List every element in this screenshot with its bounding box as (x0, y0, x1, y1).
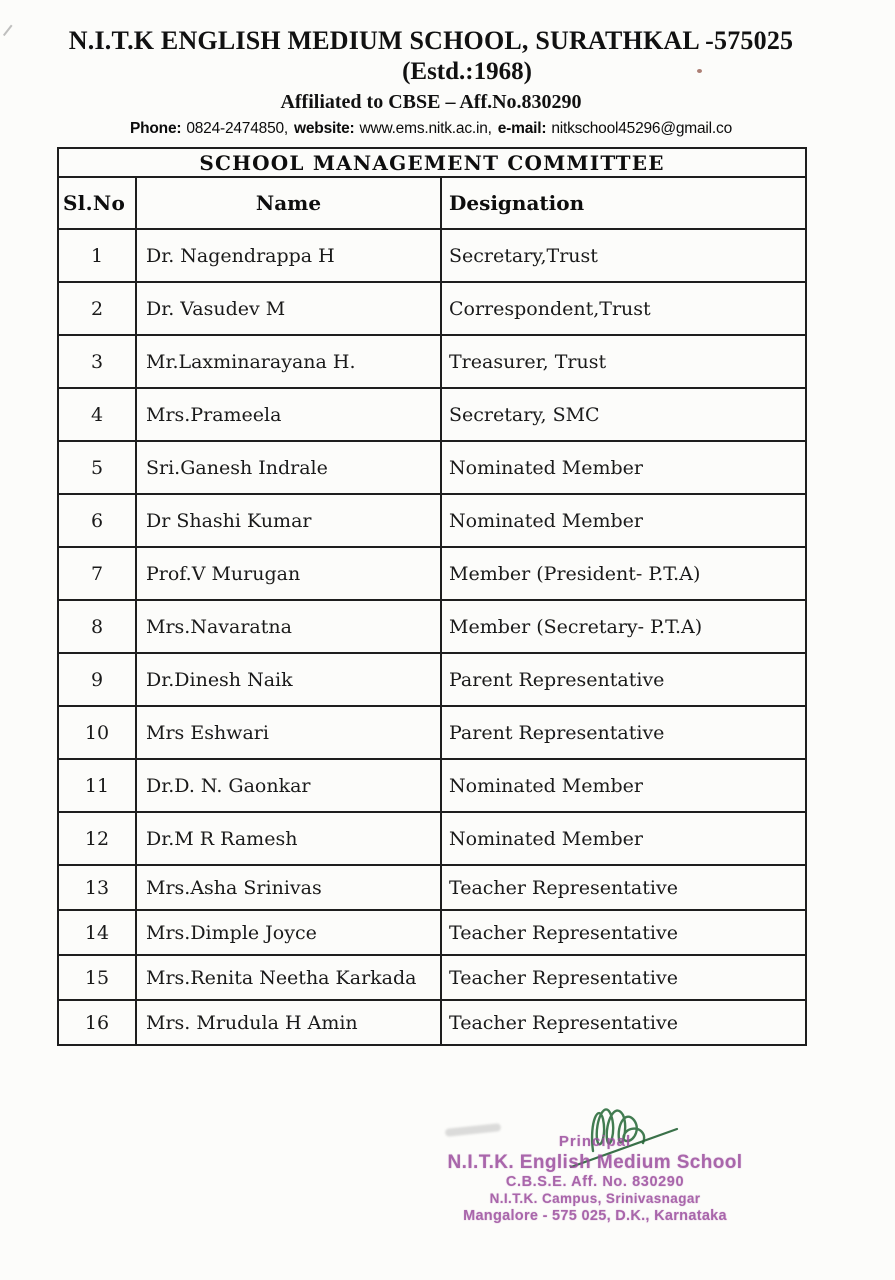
cell-designation: Teacher Representative (441, 910, 806, 955)
cell-sl-no: 15 (58, 955, 136, 1000)
cell-sl-no: 11 (58, 759, 136, 812)
cell-name: Mrs.Navaratna (136, 600, 441, 653)
cell-designation: Nominated Member (441, 441, 806, 494)
cell-name: Mr.Laxminarayana H. (136, 335, 441, 388)
table-row (58, 812, 806, 865)
cell-designation: Parent Representative (441, 706, 806, 759)
cell-designation: Correspondent,Trust (441, 282, 806, 335)
cell-sl-no: 10 (58, 706, 136, 759)
phone-label: Phone: (130, 120, 182, 137)
table-row (58, 600, 806, 653)
stamp-campus-address: N.I.T.K. Campus, Srinivasnagar (489, 1191, 701, 1206)
contact-line (57, 119, 805, 139)
table-row (58, 441, 806, 494)
cell-name: Prof.V Murugan (136, 547, 441, 600)
table-row (58, 955, 806, 1000)
cell-name: Mrs.Renita Neetha Karkada (136, 955, 441, 1000)
website-label: website: (294, 120, 355, 137)
table-row (58, 547, 806, 600)
cell-sl-no: 14 (58, 910, 136, 955)
table-title-row (58, 148, 806, 177)
cell-sl-no: 16 (58, 1000, 136, 1045)
cell-sl-no: 12 (58, 812, 136, 865)
phone-value: 0824-2474850, (186, 120, 289, 137)
cell-designation: Teacher Representative (441, 1000, 806, 1045)
cell-designation: Teacher Representative (441, 955, 806, 1000)
cell-sl-no: 4 (58, 388, 136, 441)
table-row (58, 653, 806, 706)
cell-name: Dr.M R Ramesh (136, 812, 441, 865)
table-row (58, 759, 806, 812)
scan-artifact-mark (3, 25, 18, 41)
table-title: SCHOOL MANAGEMENT COMMITTEE (58, 148, 806, 177)
cell-name: Dr. Nagendrappa H (136, 229, 441, 282)
letterhead (57, 24, 805, 139)
school-name-heading: N.I.T.K ENGLISH MEDIUM SCHOOL, SURATHKAL -575025 (68, 26, 794, 55)
cell-designation: Teacher Representative (441, 865, 806, 910)
cell-sl-no: 6 (58, 494, 136, 547)
cell-designation: Secretary, SMC (441, 388, 806, 441)
email-value: nitkschool45296@gmail.co (551, 120, 732, 137)
cell-designation: Treasurer, Trust (441, 335, 806, 388)
cell-designation: Parent Representative (441, 653, 806, 706)
cell-name: Dr.D. N. Gaonkar (136, 759, 441, 812)
cell-name: Mrs.Prameela (136, 388, 441, 441)
cell-sl-no: 9 (58, 653, 136, 706)
stamp-cbse-affiliation: C.B.S.E. Aff. No. 830290 (505, 1174, 685, 1190)
established-year: (Estd.:1968) (402, 58, 532, 85)
cell-designation: Nominated Member (441, 759, 806, 812)
table-row (58, 706, 806, 759)
table-row (58, 910, 806, 955)
cell-name: Dr. Vasudev M (136, 282, 441, 335)
cell-sl-no: 1 (58, 229, 136, 282)
cell-designation: Nominated Member (441, 494, 806, 547)
column-header-designation: Designation (441, 177, 806, 229)
table-row (58, 1000, 806, 1045)
cell-sl-no: 7 (58, 547, 136, 600)
stamp-school-name: N.I.T.K. English Medium School (447, 1152, 743, 1173)
cell-designation: Member (Secretary- P.T.A) (441, 600, 806, 653)
table-row (58, 335, 806, 388)
stamp-city-address: Mangalore - 575 025, D.K., Karnataka (463, 1208, 727, 1224)
cell-sl-no: 3 (58, 335, 136, 388)
stamp-principal-title: Principal (558, 1133, 632, 1150)
cell-sl-no: 8 (58, 600, 136, 653)
affiliation-line: Affiliated to CBSE – Aff.No.830290 (280, 91, 582, 113)
cell-name: Dr.Dinesh Naik (136, 653, 441, 706)
committee-table (57, 147, 807, 1046)
table-row (58, 229, 806, 282)
cell-name: Mrs.Asha Srinivas (136, 865, 441, 910)
cell-sl-no: 2 (58, 282, 136, 335)
cell-designation: Nominated Member (441, 812, 806, 865)
column-header-sl-no: Sl.No (58, 177, 136, 229)
committee-table-body (58, 229, 806, 1045)
cell-name: Dr Shashi Kumar (136, 494, 441, 547)
table-row (58, 282, 806, 335)
cell-name: Mrs Eshwari (136, 706, 441, 759)
cell-name: Sri.Ganesh Indrale (136, 441, 441, 494)
cell-name: Mrs.Dimple Joyce (136, 910, 441, 955)
principal-rubber-stamp (430, 1133, 760, 1225)
email-label: e-mail: (497, 120, 547, 137)
cell-sl-no: 5 (58, 441, 136, 494)
table-row (58, 865, 806, 910)
cell-designation: Member (President- P.T.A) (441, 547, 806, 600)
website-value: www.ems.nitk.ac.in, (359, 120, 492, 137)
cell-designation: Secretary,Trust (441, 229, 806, 282)
cell-sl-no: 13 (58, 865, 136, 910)
column-header-name: Name (136, 177, 441, 229)
table-header-row (58, 177, 806, 229)
table-row (58, 494, 806, 547)
table-row (58, 388, 806, 441)
cell-name: Mrs. Mrudula H Amin (136, 1000, 441, 1045)
